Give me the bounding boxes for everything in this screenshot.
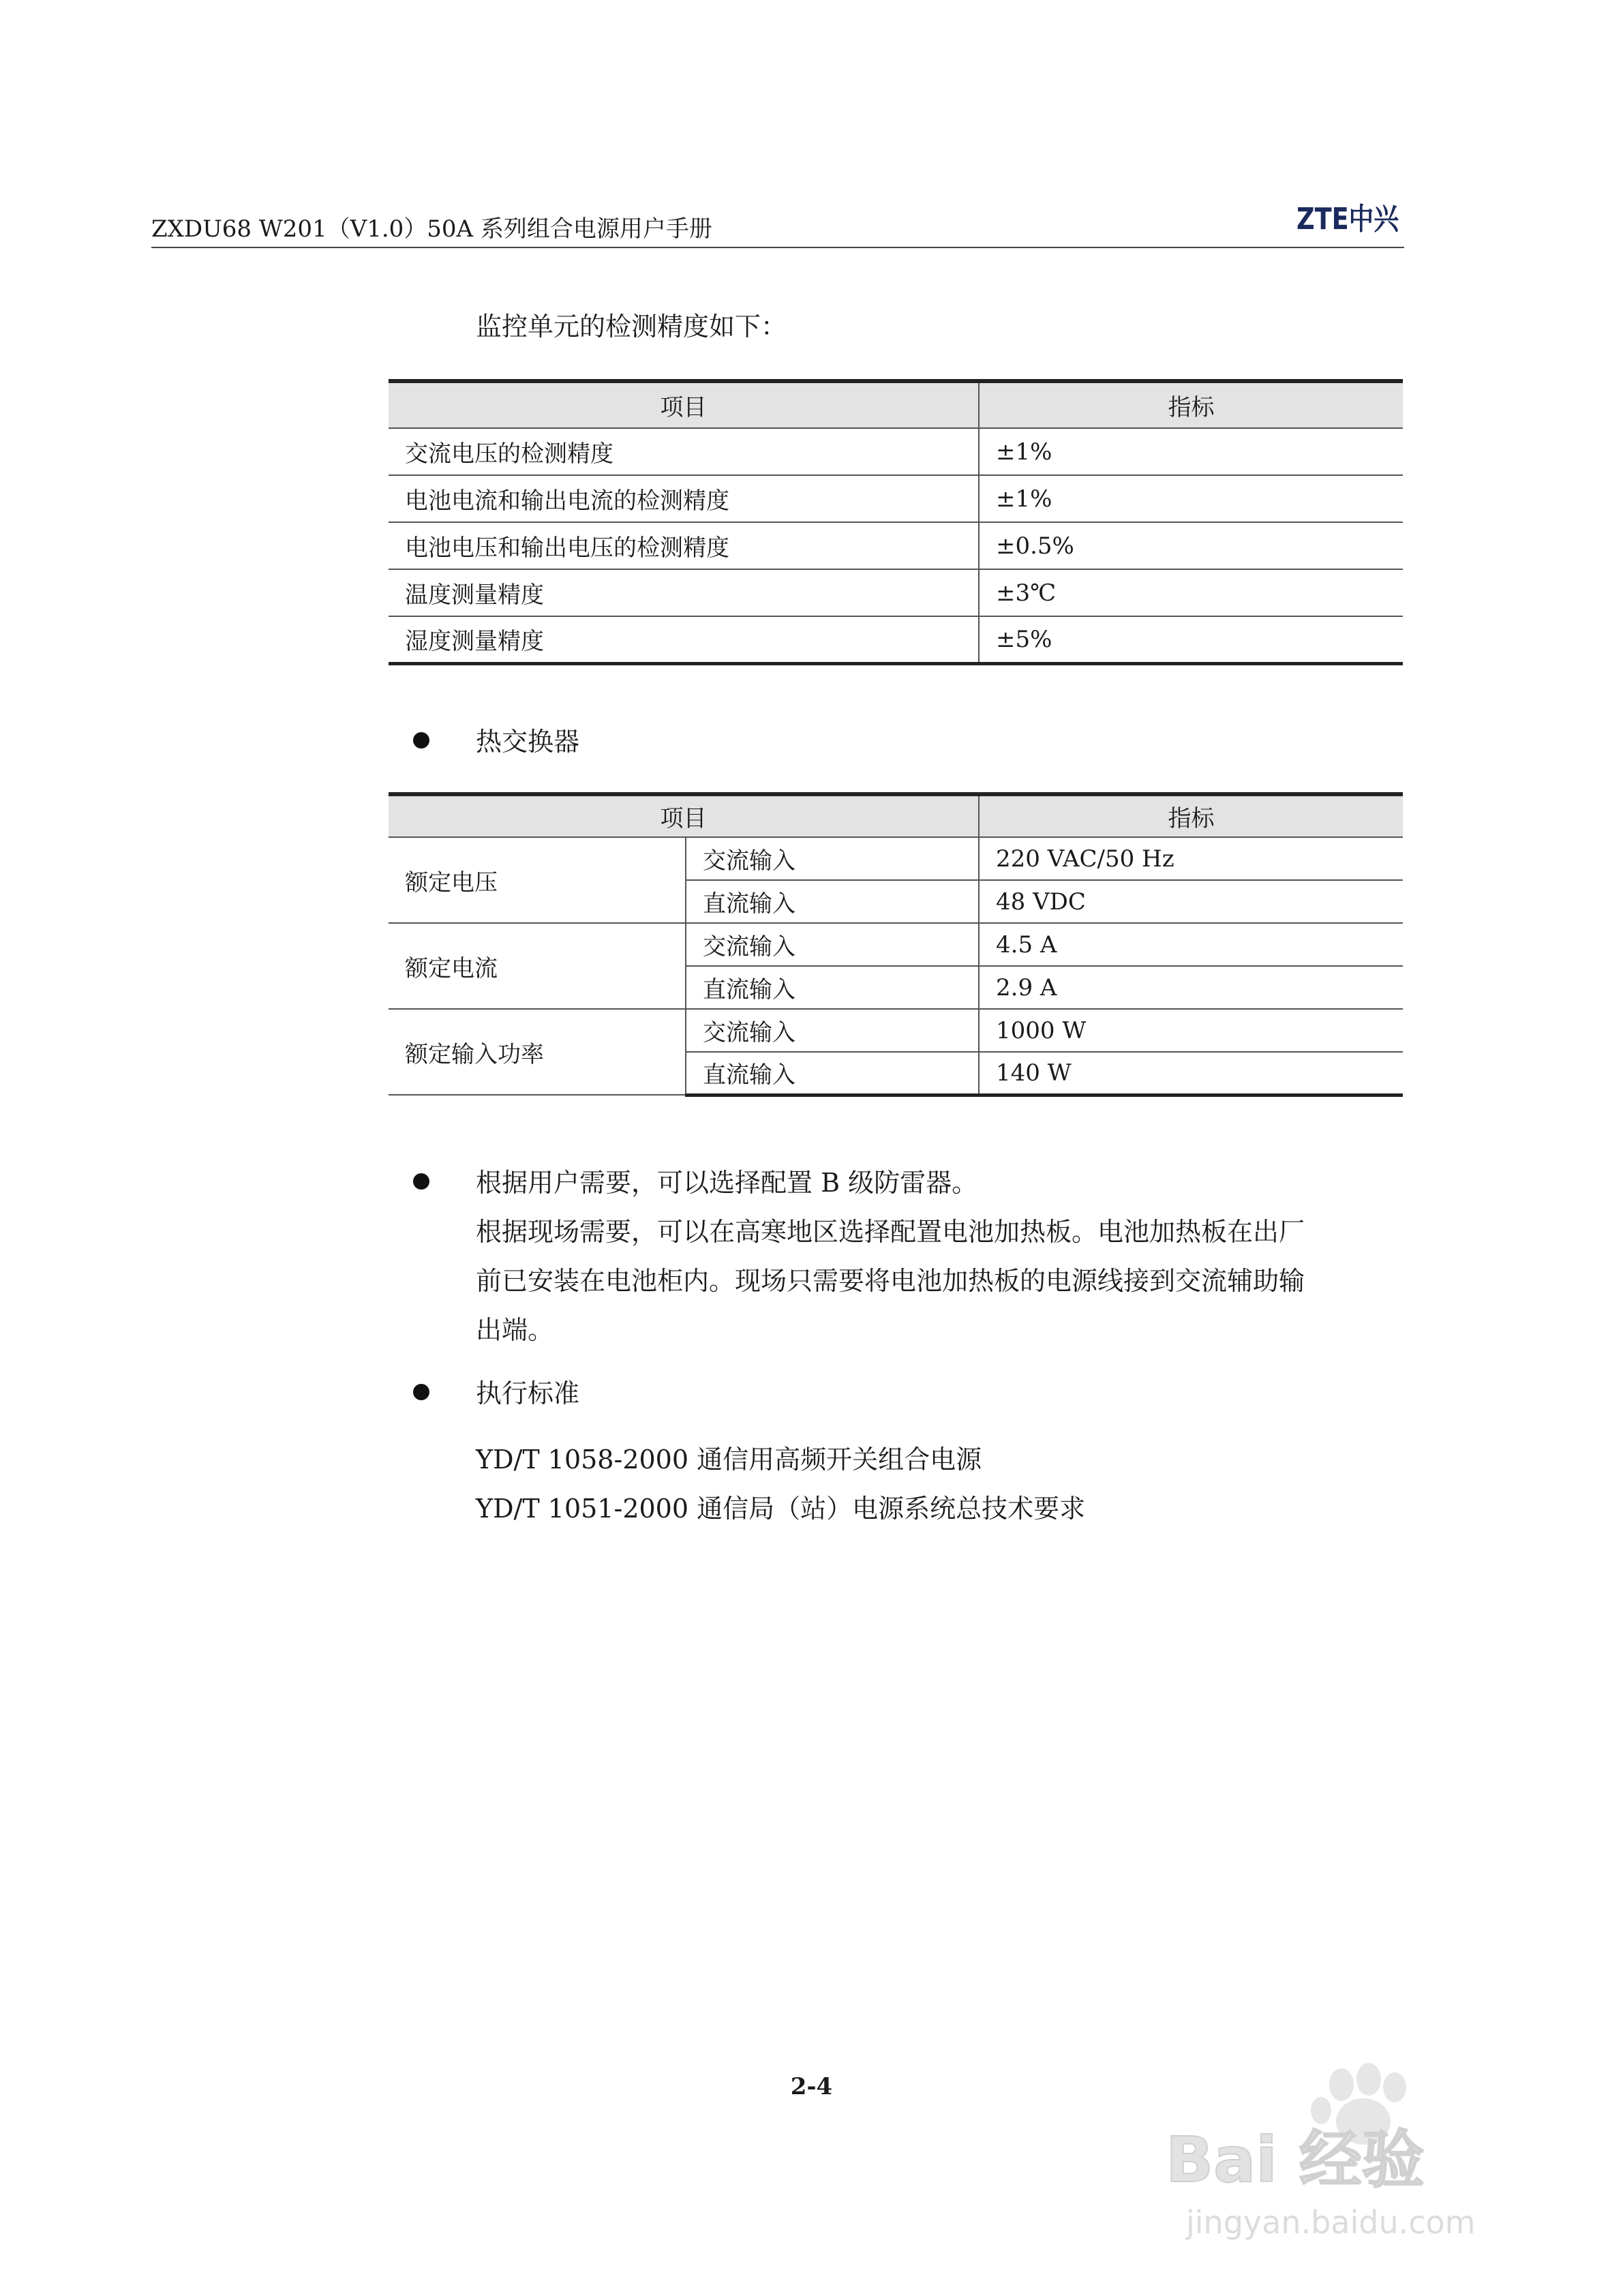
zte-logo — [1296, 198, 1400, 236]
table-row — [389, 923, 1403, 966]
heater-line-1: 根据现场需要，可以在高寒地区选择配置电池加热板。电池加热板在出厂 — [476, 1217, 1305, 1247]
heat-exchanger-table — [389, 792, 1403, 1097]
zte-logo-text: ZTE中兴 — [1296, 202, 1399, 237]
heater-line-2: 前已安装在电池柜内。现场只需要将电池加热板的电源线接到交流辅助输 — [476, 1266, 1305, 1296]
table-header-row — [389, 794, 1403, 837]
input-type-cell: 直流输入 — [686, 880, 979, 923]
item-cell: 电池电压和输出电压的检测精度 — [389, 522, 979, 569]
input-type-cell: 交流输入 — [686, 837, 979, 880]
bullet-heat-exchanger — [413, 732, 429, 749]
spec-cell: 4.5 A — [979, 923, 1403, 966]
spec-cell: ±1% — [979, 428, 1403, 475]
watermark-url: jingyan.baidu.com — [1186, 2204, 1476, 2241]
header-cell-spec: 指标 — [979, 381, 1403, 428]
group-label-cell: 额定电压 — [389, 837, 686, 923]
table-row — [389, 616, 1403, 663]
table-header-row — [389, 381, 1403, 428]
header-rule — [151, 247, 1404, 248]
table-row — [389, 522, 1403, 569]
bullet-protector — [413, 1173, 429, 1190]
spec-cell: ±1% — [979, 475, 1403, 522]
header-cell-item: 项目 — [389, 794, 979, 837]
input-type-cell: 直流输入 — [686, 1052, 979, 1095]
spec-cell: ±3℃ — [979, 569, 1403, 616]
baidu-watermark — [1159, 2045, 1541, 2243]
accuracy-table — [389, 379, 1403, 665]
table-row — [389, 428, 1403, 475]
intro-text: 监控单元的检测精度如下： — [476, 312, 787, 342]
spec-cell: 48 VDC — [979, 880, 1403, 923]
group-label-cell: 额定电流 — [389, 923, 686, 1009]
table-row — [389, 569, 1403, 616]
spec-cell: 2.9 A — [979, 966, 1403, 1009]
bullet-standards — [413, 1384, 429, 1400]
protector-text: 根据用户需要，可以选择配置 B 级防雷器。 — [476, 1168, 978, 1198]
spec-cell: ±5% — [979, 616, 1403, 663]
item-cell: 交流电压的检测精度 — [389, 428, 979, 475]
item-cell: 湿度测量精度 — [389, 616, 979, 663]
spec-cell: ±0.5% — [979, 522, 1403, 569]
standard-item: YD/T 1051-2000 通信局（站）电源系统总技术要求 — [476, 1494, 1086, 1524]
table-row — [389, 837, 1403, 880]
input-type-cell: 交流输入 — [686, 923, 979, 966]
spec-cell: 140 W — [979, 1052, 1403, 1095]
section-standards: 执行标准 — [476, 1378, 580, 1408]
input-type-cell: 直流输入 — [686, 966, 979, 1009]
header-cell-item: 项目 — [389, 381, 979, 428]
header-cell-spec: 指标 — [979, 794, 1403, 837]
spec-cell: 1000 W — [979, 1009, 1403, 1052]
table-row — [389, 475, 1403, 522]
item-cell: 温度测量精度 — [389, 569, 979, 616]
input-type-cell: 交流输入 — [686, 1009, 979, 1052]
spec-cell: 220 VAC/50 Hz — [979, 837, 1403, 880]
page-number: 2-4 — [790, 2073, 833, 2100]
table-row — [389, 1009, 1403, 1052]
standard-item: YD/T 1058-2000 通信用高频开关组合电源 — [476, 1445, 982, 1475]
section-heat-exchanger: 热交换器 — [476, 727, 580, 757]
watermark-brand: Bai 经验 — [1166, 2124, 1425, 2196]
heater-line-3: 出端。 — [476, 1315, 554, 1345]
group-label-cell: 额定输入功率 — [389, 1009, 686, 1095]
item-cell: 电池电流和输出电流的检测精度 — [389, 475, 979, 522]
header-title: ZXDU68 W201（V1.0）50A 系列组合电源用户手册 — [151, 215, 712, 243]
